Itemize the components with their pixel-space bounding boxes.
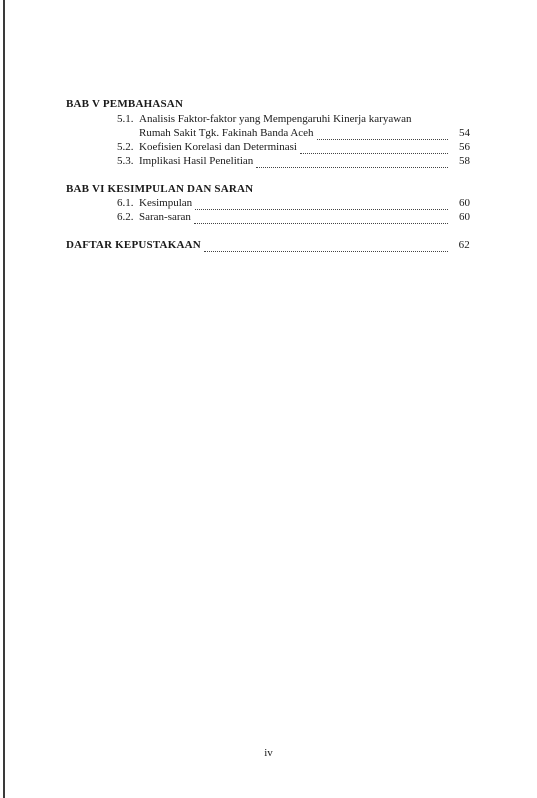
page-ref: 62 — [458, 239, 470, 251]
toc-entry-5-2 — [117, 141, 470, 154]
toc-entry-6-2 — [117, 211, 470, 224]
page-number: iv — [264, 747, 273, 759]
section-title: Analisis Faktor-faktor yang Mempengaruhi Kinerja karyawan — [139, 113, 412, 125]
toc-entry-5-1-line1 — [117, 113, 412, 126]
chapter-heading-bab-vi — [66, 183, 253, 196]
page-ref: 54 — [459, 127, 470, 139]
chapter-title: BAB V PEMBAHASAN — [66, 98, 184, 110]
section-number: 6.2. — [117, 211, 134, 223]
dot-leader — [195, 200, 448, 210]
dot-leader — [300, 144, 448, 154]
section-title: Kesimpulan — [139, 197, 193, 209]
toc-entry-5-3 — [117, 155, 470, 168]
page-ref: 56 — [459, 141, 470, 153]
bibliography-title: DAFTAR KEPUSTAKAAN — [66, 239, 201, 251]
scan-edge-line — [3, 0, 5, 798]
chapter-heading-bab-v — [66, 98, 183, 111]
dot-leader — [204, 242, 448, 252]
toc-entry-daftar-kepustakaan — [66, 239, 470, 252]
page-ref: 58 — [459, 155, 470, 167]
section-title-continued: Rumah Sakit Tgk. Fakinah Banda Aceh — [139, 127, 314, 139]
dot-leader — [317, 130, 448, 140]
dot-leader — [256, 158, 448, 168]
section-title: Saran-saran — [139, 211, 191, 223]
dot-leader — [194, 214, 448, 224]
section-number: 6.1. — [117, 197, 134, 209]
section-title: Koefisien Korelasi dan Determinasi — [139, 141, 297, 153]
section-number: 5.1. — [117, 113, 134, 125]
section-number: 5.3. — [117, 155, 134, 167]
section-number: 5.2. — [117, 141, 134, 153]
chapter-title: BAB VI KESIMPULAN DAN SARAN — [66, 183, 254, 195]
section-title: Implikasi Hasil Penelitian — [139, 155, 254, 167]
toc-entry-5-1-line2 — [139, 127, 470, 140]
page-ref: 60 — [459, 211, 470, 223]
toc-entry-6-1 — [117, 197, 470, 210]
page-ref: 60 — [459, 197, 470, 209]
